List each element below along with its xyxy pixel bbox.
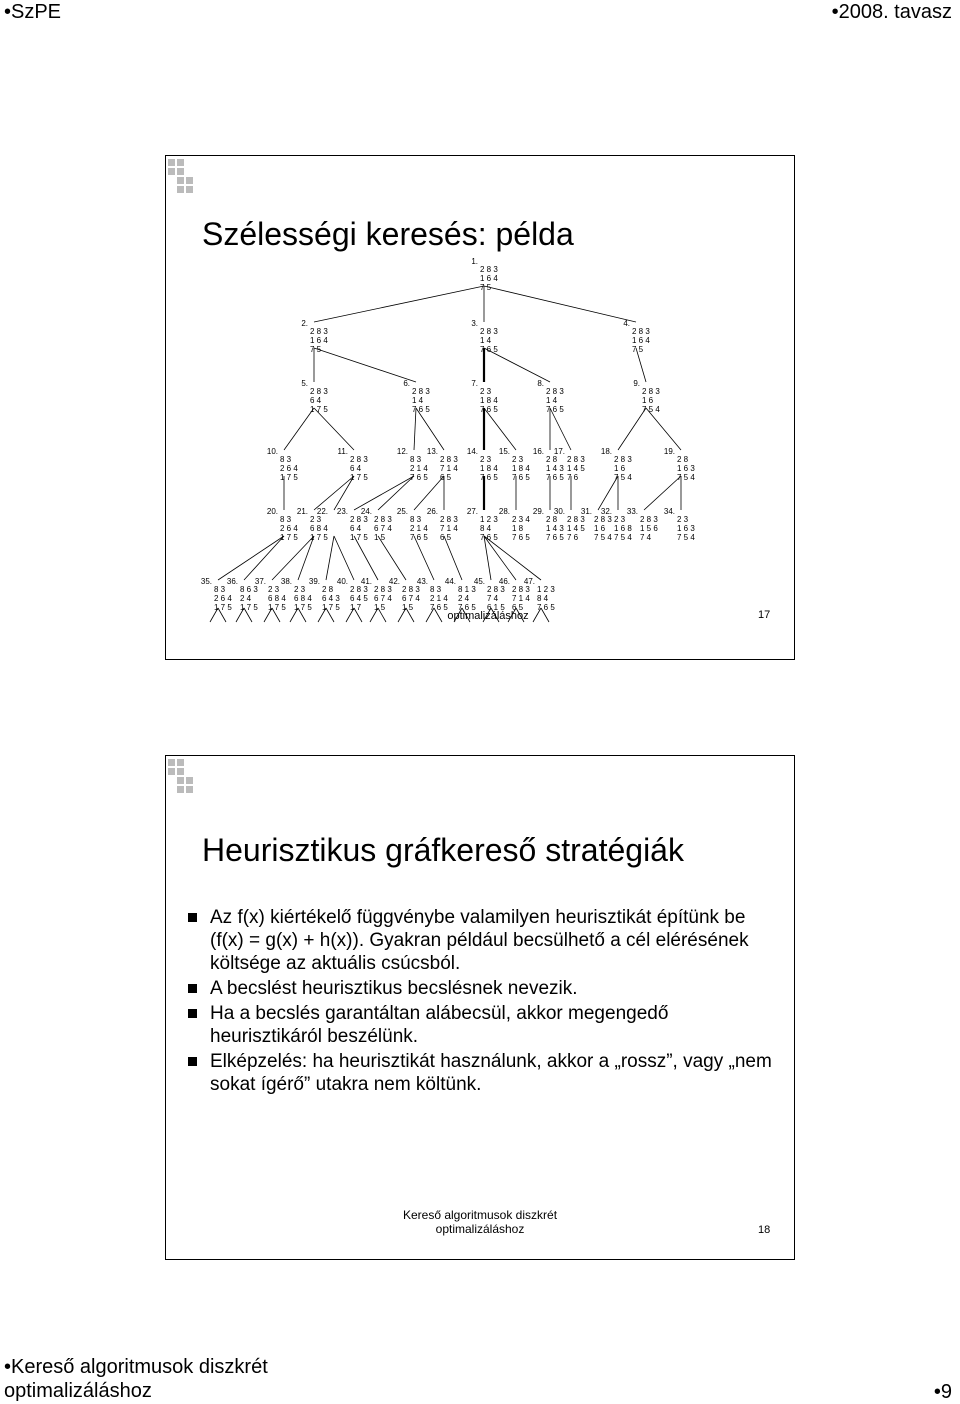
grid-row: 1 6 4 [310, 336, 328, 345]
grid-row: 8 3 [410, 515, 422, 524]
grid-row: 2 8 [546, 455, 558, 464]
tree-node [471, 257, 498, 292]
node-label: 2. [301, 319, 308, 328]
grid-row: 7 5 4 [642, 405, 660, 414]
node-label: 15. [498, 447, 510, 456]
tree-node [664, 507, 695, 542]
grid-row: 2 8 3 [350, 515, 368, 524]
node-label: 38. [280, 577, 292, 586]
grid-row: 2 4 [240, 594, 252, 603]
grid-row: 2 3 [480, 387, 492, 396]
grid-row: 2 3 4 [512, 515, 530, 524]
grid-row: 1 7 5 [240, 603, 258, 612]
tree-edge [484, 408, 516, 450]
grid-row: 7 6 5 [480, 473, 498, 482]
grid-row: 1 7 5 [280, 533, 298, 542]
tree-node [601, 447, 632, 482]
tree-edge [378, 536, 406, 580]
tree-edge [618, 408, 646, 450]
tree-node [403, 379, 430, 414]
tree-node [389, 577, 420, 612]
grid-row: 1 8 4 [512, 464, 530, 473]
grid-row: 7 1 4 [440, 524, 458, 533]
grid-row: 7 5 4 [677, 533, 695, 542]
tree-edge [314, 476, 354, 510]
tree-edge [484, 536, 516, 580]
node-label: 40. [336, 577, 348, 586]
grid-row: 2 8 3 [350, 455, 368, 464]
tree-edge [484, 286, 636, 322]
tree-node [471, 379, 498, 414]
tree-node [445, 577, 476, 612]
grid-row: 2 8 3 [546, 387, 564, 396]
grid-row: 1 6 3 [677, 464, 695, 473]
tree-node [417, 577, 448, 612]
footer-line: Kereső algoritmusok diszkrét [402, 1208, 558, 1222]
grid-row: 1 7 5 [350, 533, 368, 542]
tree-edge [550, 408, 571, 450]
grid-row: 7 6 5 [546, 533, 564, 542]
grid-row: 2 1 4 [410, 524, 428, 533]
tree-node [471, 319, 498, 354]
node-label: 26. [426, 507, 438, 516]
header-left: •SzPE [4, 1, 62, 23]
node-label: 21. [296, 507, 308, 516]
grid-row: 1 4 3 [546, 464, 564, 473]
grid-row: 1 6 [642, 396, 654, 405]
grid-row: 2 3 [480, 455, 492, 464]
grid-row: 1 4 5 [567, 464, 585, 473]
grid-row: 2 8 3 [440, 455, 458, 464]
node-label: 9. [633, 379, 640, 388]
grid-row: 6 5 [440, 473, 452, 482]
grid-row: 2 8 3 [642, 387, 660, 396]
tree-edge [444, 536, 462, 580]
node-label: 8. [537, 379, 544, 388]
node-label: 14. [466, 447, 478, 456]
node-label: 4. [623, 319, 630, 328]
grid-row: 6 4 [350, 464, 362, 473]
node-label: 32. [600, 507, 612, 516]
grid-row: 8 3 [280, 515, 292, 524]
node-label: 28. [498, 507, 510, 516]
grid-row: 8 1 3 [458, 585, 476, 594]
grid-row: 7 4 [487, 594, 499, 603]
node-label: 42. [388, 577, 400, 586]
grid-row: 2 1 4 [410, 464, 428, 473]
grid-row: 2 3 [268, 585, 280, 594]
grid-row: 2 8 3 [567, 455, 585, 464]
node-label: 30. [553, 507, 565, 516]
tree-node [317, 507, 328, 516]
node-label: 20. [266, 507, 278, 516]
grid-row: 2 8 3 [402, 585, 420, 594]
tree-node [397, 447, 428, 482]
node-label: 16. [532, 447, 544, 456]
slide-title: Heurisztikus gráfkereső stratégiák [202, 832, 684, 868]
grid-row: 7 5 [480, 283, 492, 292]
node-label: 47. [523, 577, 535, 586]
grid-row: 2 3 [677, 515, 689, 524]
grid-row: 1 7 5 [310, 533, 328, 542]
grid-row: 8 4 [480, 524, 492, 533]
tree-edge [354, 536, 378, 580]
grid-row: 7 6 [567, 533, 579, 542]
grid-row: 2 3 [614, 515, 626, 524]
grid-row: 7 5 4 [614, 473, 632, 482]
page-number-bottom: •9 [933, 1381, 952, 1403]
grid-row: 1 6 8 [614, 524, 632, 533]
bullet-square-icon [188, 984, 197, 993]
tree-edge [416, 408, 444, 450]
tree-edge [644, 476, 681, 510]
node-label: 19. [663, 447, 675, 456]
grid-row: 2 8 3 [594, 515, 612, 524]
grid-row: 1 7 5 [310, 405, 328, 414]
node-label: 29. [532, 507, 544, 516]
node-label: 46. [498, 577, 510, 586]
grid-row: 6 4 [310, 396, 322, 405]
grid-row: 2 8 3 [310, 387, 328, 396]
grid-row: 1 7 5 [268, 603, 286, 612]
node-label: 1. [471, 257, 478, 266]
grid-row: 1 2 3 [537, 585, 555, 594]
grid-row: 7 6 5 [430, 603, 448, 612]
grid-row: 2 3 [512, 455, 524, 464]
slide-footer [166, 1208, 794, 1236]
grid-row: 1 6 3 [677, 524, 695, 533]
grid-row: 1 5 6 [640, 524, 658, 533]
grid-row: 8 4 [537, 594, 549, 603]
grid-row: 1 7 5 [294, 603, 312, 612]
tree-edge [298, 536, 314, 580]
grid-row: 6 8 4 [310, 524, 328, 533]
grid-row: 2 8 3 [480, 327, 498, 336]
tree-node [301, 379, 328, 414]
grid-row: 1 7 [350, 603, 362, 612]
grid-row: 1 4 5 [567, 524, 585, 533]
node-label: 25. [396, 507, 408, 516]
slide-17 [165, 155, 795, 660]
grid-row: 6 7 4 [374, 524, 392, 533]
grid-row: 7 6 5 [410, 533, 428, 542]
page-number: 18 [758, 1224, 771, 1236]
grid-row: 2 8 3 [487, 585, 505, 594]
tree-node [267, 507, 298, 542]
node-label: 12. [396, 447, 408, 456]
footer-note-line: optimalizáláshoz [4, 1380, 152, 1402]
grid-row: 7 6 5 [410, 473, 428, 482]
grid-row: 8 3 [214, 585, 226, 594]
node-label: 36. [226, 577, 238, 586]
grid-row: 7 6 5 [458, 603, 476, 612]
grid-row: 7 1 4 [440, 464, 458, 473]
tree-edge [414, 536, 434, 580]
grid-row: 7 6 5 [480, 345, 498, 354]
tree-node [499, 507, 530, 542]
tree-node [397, 507, 428, 542]
grid-row: 2 8 3 [614, 455, 632, 464]
node-label: 35. [200, 577, 212, 586]
grid-row: 1 7 5 [214, 603, 232, 612]
grid-row: 1 6 4 [480, 274, 498, 283]
node-label: 44. [444, 577, 456, 586]
grid-row: 2 8 3 [412, 387, 430, 396]
bullet-item: Ha a becslés garantáltan alábecsül, akkor megengedő heurisztikáról beszélünk. [186, 1002, 776, 1048]
tree-edge [334, 536, 354, 580]
node-label: 24. [360, 507, 372, 516]
node-label: 17. [553, 447, 565, 456]
node-label: 5. [301, 379, 308, 388]
tree-node [309, 577, 340, 612]
slide-corner-decoration [166, 756, 206, 796]
grid-row: 1 4 [546, 396, 558, 405]
tree-node [467, 507, 498, 542]
grid-row: 7 6 5 [480, 533, 498, 542]
tree-edge [284, 408, 314, 450]
grid-row: 2 6 4 [214, 594, 232, 603]
grid-row: 7 6 5 [512, 473, 530, 482]
grid-row: 7 1 4 [512, 594, 530, 603]
grid-row: 8 6 3 [240, 585, 258, 594]
bullet-list [186, 906, 776, 1098]
tree-edge [484, 536, 491, 580]
node-label: 22. [316, 507, 328, 516]
grid-row: 7 6 [567, 473, 579, 482]
grid-row: 6 7 4 [402, 594, 420, 603]
bullet-square-icon [188, 1057, 197, 1066]
grid-row: 1 8 [512, 524, 524, 533]
node-label: 43. [416, 577, 428, 586]
grid-row: 2 3 [294, 585, 306, 594]
grid-row: 6 8 4 [268, 594, 286, 603]
grid-row: 7 6 5 [546, 473, 564, 482]
grid-row: 1 4 [412, 396, 424, 405]
page-number: 17 [758, 609, 771, 621]
grid-row: 6 4 5 [350, 594, 368, 603]
node-label: 39. [308, 577, 320, 586]
tree-edge [314, 348, 416, 382]
tree-node [537, 379, 564, 414]
node-label: 18. [600, 447, 612, 456]
grid-row: 7 6 5 [412, 405, 430, 414]
grid-row: 1 2 3 [480, 515, 498, 524]
grid-row: 6 5 [440, 533, 452, 542]
tree-node [337, 447, 368, 482]
grid-row: 1 6 [594, 524, 606, 533]
tree-node [267, 447, 298, 482]
bullet-item: Az f(x) kiértékelő függvénybe valamilyen heurisztikát építünk be (f(x) = g(x) + h(x)). Gyakran például becsülhető a cél elérésének költsége az aktuális csúcsból. [186, 906, 776, 975]
footer-note-line: •Kereső algoritmusok diszkrét [4, 1356, 268, 1378]
tree-edge [484, 536, 541, 580]
grid-row: 8 3 [280, 455, 292, 464]
footer-line: optimalizáláshoz [435, 1222, 525, 1236]
grid-row: 1 6 [614, 464, 626, 473]
tree-node [633, 379, 660, 414]
grid-row: 2 8 3 [632, 327, 650, 336]
grid-row: 7 6 5 [546, 405, 564, 414]
grid-row: 2 3 [310, 515, 322, 524]
grid-row: 1 7 5 [280, 473, 298, 482]
grid-row: 6 8 4 [294, 594, 312, 603]
node-label: 11. [337, 447, 348, 456]
grid-row: 1 6 4 [632, 336, 650, 345]
grid-row: 7 4 [640, 533, 652, 542]
grid-row: 2 6 4 [280, 464, 298, 473]
overlay-text: optimalizáláshoz [447, 610, 529, 622]
node-label: 10. [266, 447, 278, 456]
grid-row: 7 5 4 [614, 533, 632, 542]
grid-row: 7 5 4 [594, 533, 612, 542]
grid-row: 7 6 5 [512, 533, 530, 542]
grid-row: 2 8 3 [374, 515, 392, 524]
tree-node [427, 507, 458, 542]
tree-node [467, 447, 498, 482]
grid-row: 2 8 3 [350, 585, 368, 594]
grid-row: 7 5 [310, 345, 322, 354]
bullet-item: Elképzelés: ha heurisztikát használunk, akkor a „rossz”, vagy „nem sokat ígérő” utakra nem költünk. [186, 1050, 776, 1096]
tree-node [499, 447, 530, 482]
grid-row: 2 8 3 [440, 515, 458, 524]
grid-row: 7 5 [632, 345, 644, 354]
grid-row: 1 5 [374, 603, 386, 612]
bullet-item: A becslést heurisztikus becslésnek nevezik. [186, 977, 776, 1000]
node-label: 3. [471, 319, 478, 328]
node-label: 23. [336, 507, 348, 516]
search-tree-diagram [166, 156, 796, 661]
tree-node [427, 447, 458, 482]
grid-row: 2 6 4 [280, 524, 298, 533]
node-label: 34. [663, 507, 675, 516]
grid-row: 2 8 3 [310, 327, 328, 336]
tree-edge [646, 408, 681, 450]
grid-row: 2 8 3 [512, 585, 530, 594]
grid-row: 2 8 3 [640, 515, 658, 524]
tree-edge [314, 286, 484, 322]
grid-row: 8 3 [430, 585, 442, 594]
grid-row: 6 4 [350, 524, 362, 533]
slide-18 [165, 755, 795, 1260]
bullet-square-icon [188, 913, 197, 922]
tree-node [301, 319, 328, 354]
grid-row: 2 4 [458, 594, 470, 603]
grid-row: 2 8 [677, 455, 689, 464]
grid-row: 1 4 [480, 336, 492, 345]
node-label: 7. [471, 379, 478, 388]
grid-row: 2 8 3 [567, 515, 585, 524]
grid-row: 1 7 5 [322, 603, 340, 612]
grid-row: 1 8 4 [480, 464, 498, 473]
node-label: 45. [473, 577, 485, 586]
grid-row: 7 5 4 [677, 473, 695, 482]
tree-edge [314, 408, 354, 450]
bullet-square-icon [188, 1009, 197, 1018]
grid-row: 1 5 [402, 603, 414, 612]
tree-node [623, 319, 650, 354]
grid-row: 6 7 4 [374, 594, 392, 603]
grid-row: 6 5 [512, 603, 524, 612]
tree-node [664, 447, 695, 482]
grid-row: 2 8 3 [480, 265, 498, 274]
tree-edge [218, 536, 284, 580]
node-label: 31. [580, 507, 592, 516]
grid-row: 2 8 [546, 515, 558, 524]
grid-row: 2 1 4 [430, 594, 448, 603]
grid-row: 7 6 5 [537, 603, 555, 612]
tree-edge [326, 536, 334, 580]
node-label: 41. [360, 577, 372, 586]
grid-row: 6 4 3 [322, 594, 340, 603]
grid-row: 2 8 [322, 585, 334, 594]
page-footer-note [4, 1355, 268, 1403]
node-label: 37. [254, 577, 266, 586]
grid-row: 1 5 [374, 533, 386, 542]
header-right: •2008. tavasz [831, 1, 952, 23]
grid-row: 7 6 5 [480, 405, 498, 414]
grid-row: 8 3 [410, 455, 422, 464]
node-label: 27. [466, 507, 478, 516]
node-label: 6. [403, 379, 410, 388]
grid-row: 6 1 5 [487, 603, 505, 612]
slide-title: Szélességi keresés: példa [202, 216, 574, 252]
tree-edge [414, 408, 416, 450]
grid-row: 1 4 3 [546, 524, 564, 533]
grid-row: 2 8 3 [374, 585, 392, 594]
grid-row: 1 7 5 [350, 473, 368, 482]
node-label: 33. [626, 507, 638, 516]
grid-row: 1 8 4 [480, 396, 498, 405]
node-label: 13. [426, 447, 438, 456]
